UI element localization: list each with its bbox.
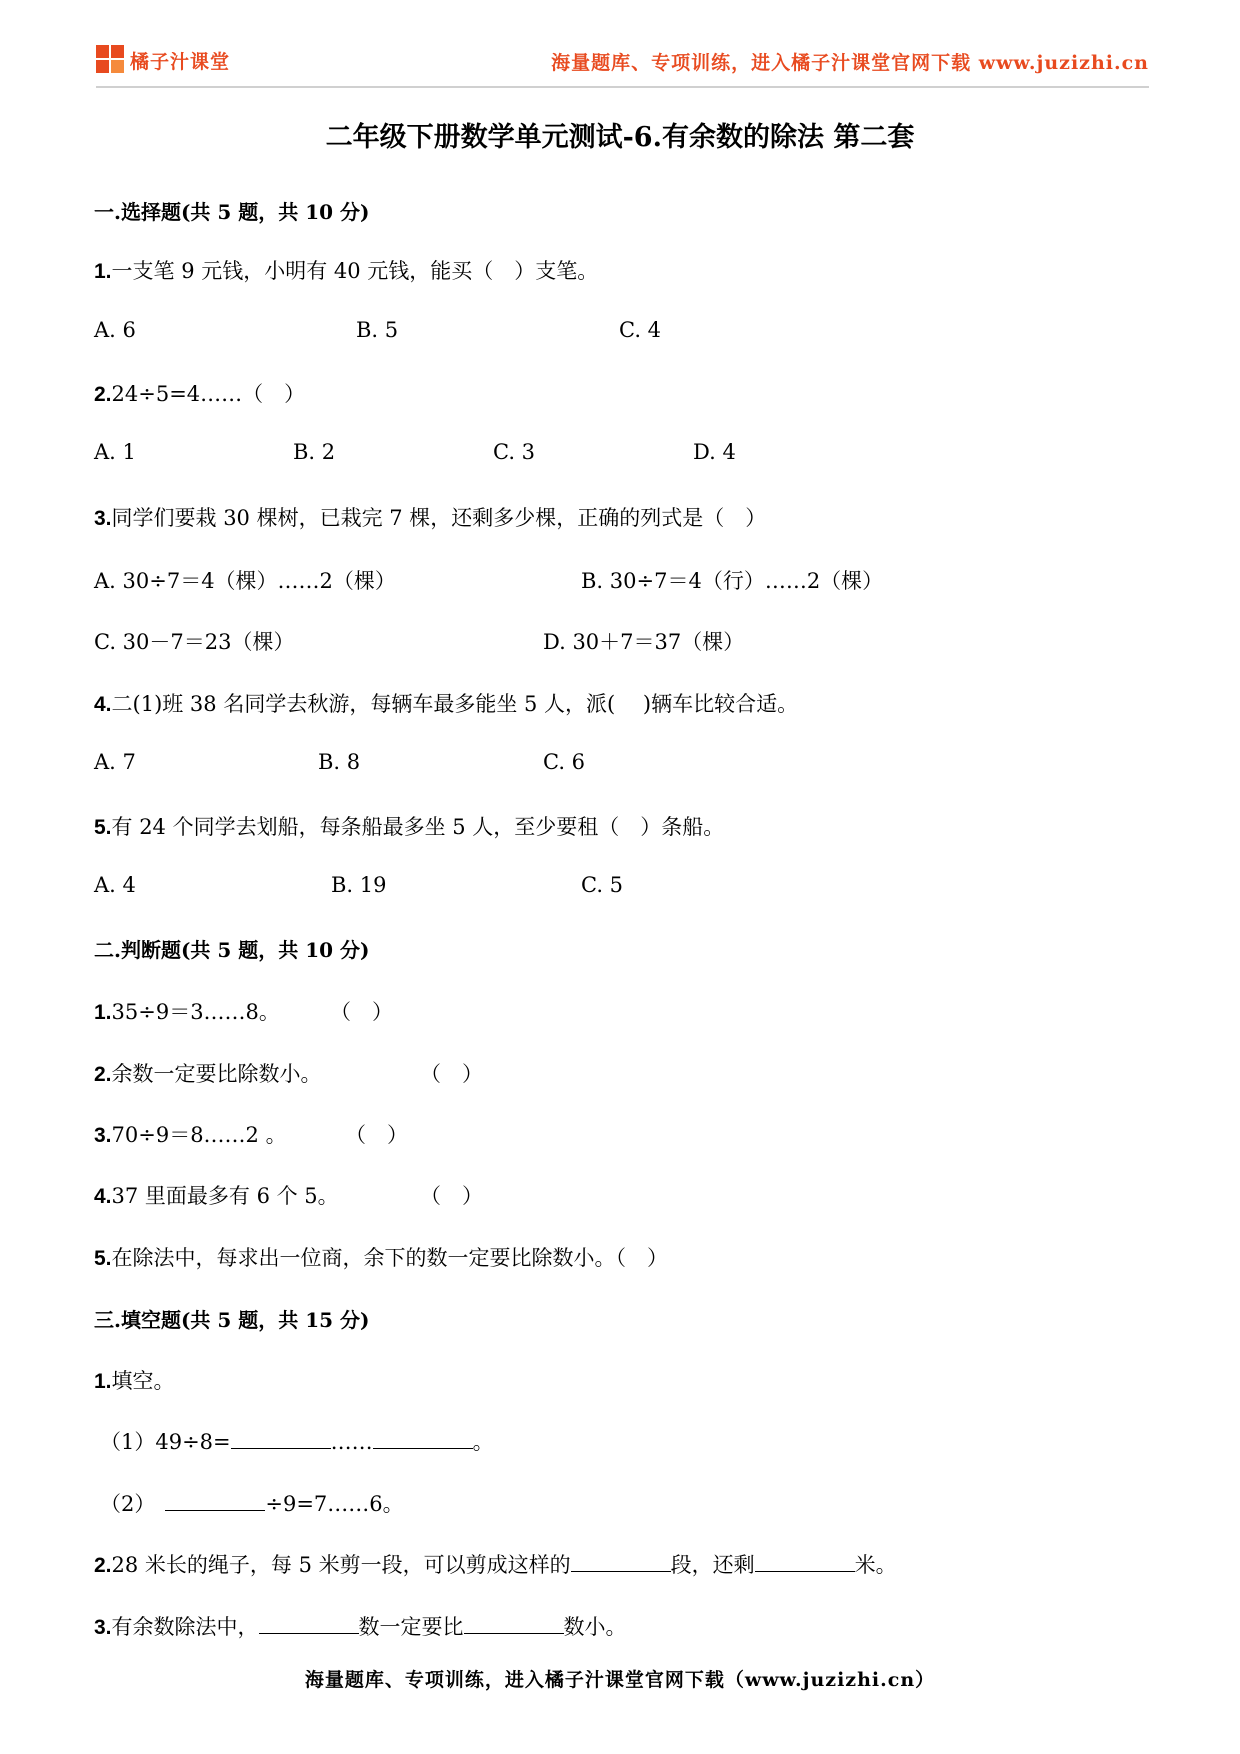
brand-name: 橘子汁课堂 xyxy=(130,50,231,73)
question-text: 70÷9＝8……2 。 xyxy=(111,1123,287,1147)
question-number: 1. xyxy=(94,1001,112,1024)
header-slogan: 海量题库、专项训练，进入橘子汁课堂官网下载 www.juzizhi.cn xyxy=(551,52,1149,74)
judge-q3-answer-paren: （ ） xyxy=(345,1123,408,1147)
judge-question-1 xyxy=(94,996,280,1026)
question-number: 4. xyxy=(94,1185,112,1208)
choice-q2-option-b: B. 2 xyxy=(293,440,336,464)
judge-question-4 xyxy=(94,1180,339,1210)
question-text: 余数一定要比除数小。 xyxy=(111,1062,322,1086)
judge-q1-answer-paren: （ ） xyxy=(330,1000,393,1024)
choice-question-5 xyxy=(94,811,724,841)
question-text: 数一定要比 xyxy=(358,1615,464,1639)
question-number: 2. xyxy=(94,1063,112,1086)
choice-q2-option-d: D. 4 xyxy=(693,440,736,464)
choice-question-3 xyxy=(94,502,766,532)
brand-logo xyxy=(96,44,230,76)
choice-q3-option-d: D. 30＋7＝37（棵） xyxy=(543,630,745,654)
question-number: 3. xyxy=(94,1124,112,1147)
sub-text: （2） xyxy=(100,1492,156,1516)
choice-question-2 xyxy=(94,378,305,408)
judge-q4-answer-paren: （ ） xyxy=(420,1184,483,1208)
choice-q2-option-c: C. 3 xyxy=(493,440,536,464)
section-judge-heading: 二.判断题(共 5 题，共 10 分) xyxy=(94,938,370,962)
choice-q5-option-a: A. 4 xyxy=(94,873,136,897)
question-number: 2. xyxy=(94,383,112,406)
choice-q4-option-b: B. 8 xyxy=(318,750,361,774)
sub-text: （1）49÷8= xyxy=(100,1430,231,1454)
fill-q1-sub-2 xyxy=(100,1488,404,1518)
choice-q1-option-b: B. 5 xyxy=(356,318,399,342)
question-text: 填空。 xyxy=(111,1369,175,1393)
question-number: 1. xyxy=(94,1370,112,1393)
choice-q5-option-c: C. 5 xyxy=(581,873,624,897)
choice-q5-option-b: B. 19 xyxy=(331,873,387,897)
question-text: 35÷9＝3……8。 xyxy=(111,1000,280,1024)
question-number: 4. xyxy=(94,693,112,716)
choice-q2-option-a: A. 1 xyxy=(94,440,136,464)
choice-question-1 xyxy=(94,255,598,285)
question-number: 3. xyxy=(94,507,112,530)
judge-q2-answer-paren: （ ） xyxy=(420,1062,483,1086)
sub-text: ÷9=7……6。 xyxy=(265,1492,404,1516)
question-number: 1. xyxy=(94,260,112,283)
question-text: 同学们要栽 30 棵树，已栽完 7 棵，还剩多少棵，正确的列式是（ ） xyxy=(111,506,767,530)
choice-q4-option-c: C. 6 xyxy=(543,750,586,774)
answer-blank[interactable] xyxy=(373,1428,473,1449)
choice-q1-option-a: A. 6 xyxy=(94,318,136,342)
section-fill-heading: 三.填空题(共 5 题，共 15 分) xyxy=(94,1308,370,1332)
question-text: 24÷5=4……（ ） xyxy=(111,382,306,406)
question-number: 5. xyxy=(94,1247,112,1270)
footer-slogan: 海量题库、专项训练，进入橘子汁课堂官网下载（www.juzizhi.cn） xyxy=(304,1669,936,1691)
fill-q1-sub-1 xyxy=(100,1426,494,1456)
choice-q3-option-a: A. 30÷7＝4（棵）……2（棵） xyxy=(94,569,396,593)
answer-blank[interactable] xyxy=(464,1613,564,1634)
question-text: 在除法中，每求出一位商，余下的数一定要比除数小。（ ） xyxy=(111,1246,669,1270)
fill-question-2 xyxy=(94,1549,897,1579)
question-text: 37 里面最多有 6 个 5。 xyxy=(111,1184,339,1208)
answer-blank[interactable] xyxy=(755,1551,855,1572)
answer-blank[interactable] xyxy=(259,1613,359,1634)
choice-question-4 xyxy=(94,688,798,718)
question-text: 数小。 xyxy=(563,1615,627,1639)
section-choice-heading: 一.选择题(共 5 题，共 10 分) xyxy=(94,200,370,224)
answer-blank[interactable] xyxy=(571,1551,671,1572)
answer-blank[interactable] xyxy=(165,1490,265,1511)
judge-question-5 xyxy=(94,1242,668,1272)
question-text: 一支笔 9 元钱，小明有 40 元钱，能买（ ）支笔。 xyxy=(111,259,599,283)
question-text: 有 24 个同学去划船，每条船最多坐 5 人，至少要租（ ）条船。 xyxy=(111,815,725,839)
question-text: 二(1)班 38 名同学去秋游，每辆车最多能坐 5 人，派( )辆车比较合适。 xyxy=(111,692,799,716)
sub-text: …… xyxy=(330,1430,373,1454)
sub-text: 。 xyxy=(472,1430,494,1454)
question-text: 有余数除法中， xyxy=(111,1615,259,1639)
page-title: 二年级下册数学单元测试-6.有余数的除法 第二套 xyxy=(325,122,915,153)
fill-question-1 xyxy=(94,1365,175,1395)
choice-q3-option-c: C. 30－7＝23（棵） xyxy=(94,630,295,654)
question-text: 28 米长的绳子，每 5 米剪一段，可以剪成这样的 xyxy=(111,1553,571,1577)
judge-question-2 xyxy=(94,1058,322,1088)
choice-q3-option-b: B. 30÷7＝4（行）……2（棵） xyxy=(581,569,884,593)
choice-q1-option-c: C. 4 xyxy=(619,318,662,342)
header-divider xyxy=(96,86,1149,88)
question-number: 5. xyxy=(94,816,112,839)
answer-blank[interactable] xyxy=(231,1428,331,1449)
judge-question-3 xyxy=(94,1119,287,1149)
question-number: 3. xyxy=(94,1616,112,1639)
logo-icon xyxy=(96,45,126,75)
fill-question-3 xyxy=(94,1611,627,1641)
question-text: 米。 xyxy=(854,1553,897,1577)
choice-q4-option-a: A. 7 xyxy=(94,750,136,774)
question-number: 2. xyxy=(94,1554,112,1577)
question-text: 段，还剩 xyxy=(670,1553,755,1577)
